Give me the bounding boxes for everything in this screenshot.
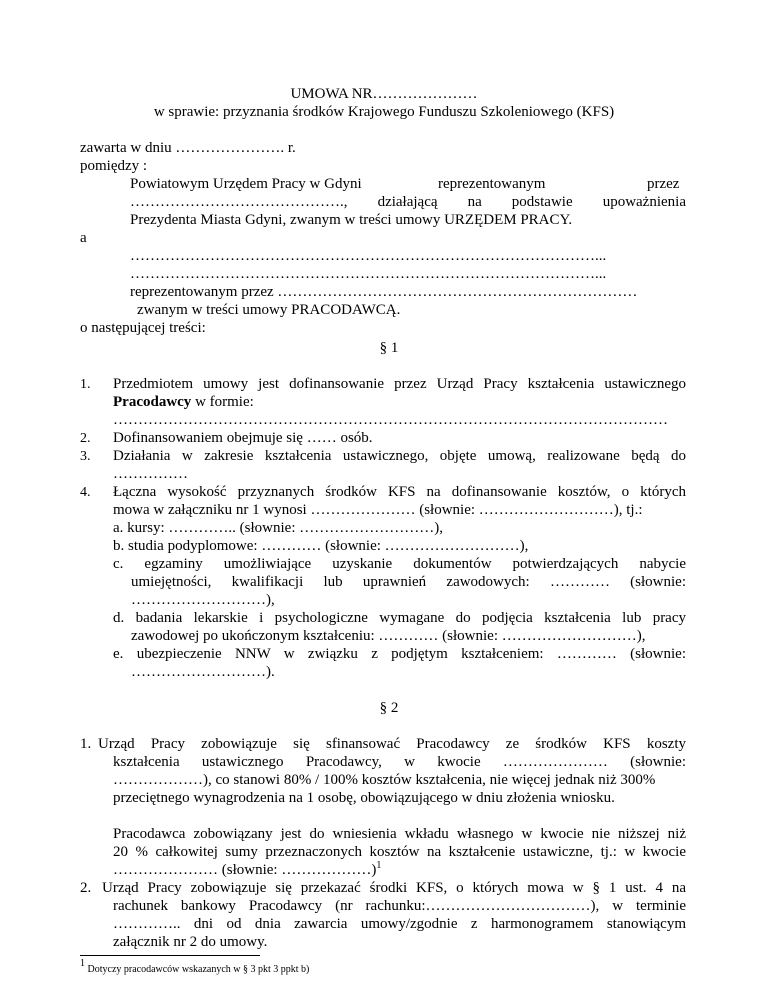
- footnote-reference: 1: [376, 860, 382, 871]
- item-1-line-1: Przedmiotem umowy jest dofinansowanie przez Urząd Pracy kształcenia ustawicznego: [113, 376, 686, 392]
- subitem-e-line-1: e. ubezpieczenie NNW w związku z podjętym kształceniem: ………… (słownie:: [113, 646, 686, 662]
- office-authorization-line: ……………………………………., działającą na podstawie upoważnienia: [130, 194, 686, 210]
- s2-item-2-line-4: załącznik nr 2 do umowy.: [113, 934, 268, 950]
- office-mayor-line: Prezydenta Miasta Gdyni, zwanym w treści umowy URZĘDEM PRACY.: [130, 212, 573, 228]
- s2-item-2-line-3: ………….. dni od dnia zawarcia umowy/zgodnie z harmonogramem stanowiącym: [113, 916, 686, 932]
- office-represented-word: reprezentowanym: [438, 176, 546, 192]
- document-title: UMOWA NR…………………: [290, 86, 478, 102]
- employer-name-blank-2: …………………………………………………………………………………...: [130, 266, 607, 282]
- item-2-line-1: Dofinansowaniem obejmuje się …… osób.: [113, 430, 373, 446]
- subitem-d-line-2: zawodowej po ukończonym kształceniu: ………… (słownie: ………………………),: [131, 628, 646, 644]
- s2-item-2-line-1: Urząd Pracy zobowiązuje się przekazać środki KFS, o których mowa w § 1 ust. 4 na: [102, 880, 686, 896]
- footnote: [80, 958, 310, 979]
- employer-called-line: zwanym w treści umowy PRACODAWCĄ.: [137, 302, 401, 318]
- footnote-separator: [80, 955, 260, 956]
- own-contribution-line-2: 20 % całkowitej sumy przeznaczonych kosztów na kształcenie ustawiczne, tj.: w kwocie: [113, 844, 686, 860]
- content-label: o następującej treści:: [80, 320, 206, 336]
- between-label: pomiędzy :: [80, 158, 148, 174]
- s2-item-1-line-2: kształcenia ustawicznego Pracodawcy, w kwocie ………………… (słownie:: [113, 754, 686, 770]
- employer-name-blank-1: …………………………………………………………………………………...: [130, 248, 607, 264]
- office-name: Powiatowym Urzędem Pracy w Gdyni: [130, 176, 362, 192]
- item-2-number: 2.: [80, 431, 91, 446]
- subitem-c-line-2: umiejętności, kwalifikacji lub uprawnień zawodowych: ………… (słownie:: [131, 574, 686, 590]
- own-contribution-line-1: Pracodawca zobowiązany jest do wniesienia wkładu własnego w kwocie nie niższej niż: [113, 826, 686, 842]
- subitem-c-line-3: ………………………),: [131, 592, 275, 608]
- footnote-mark: 1: [80, 958, 85, 969]
- subitem-e-line-2: ………………………).: [131, 664, 275, 680]
- concluded-date-line: zawarta w dniu …………………. r.: [80, 140, 296, 156]
- employer-represented-line: reprezentowanym przez ………………………………………………………………: [130, 284, 638, 300]
- item-3-line-1: Działania w zakresie kształcenia ustawicznego, objęte umową, realizowane będą do: [113, 448, 686, 464]
- employer-bold: Pracodawcy: [113, 394, 192, 410]
- document-subtitle: w sprawie: przyznania środków Krajowego Funduszu Szkoleniowego (KFS): [153, 104, 615, 120]
- and-label: a: [80, 230, 87, 246]
- item-1-number: 1.: [80, 377, 91, 392]
- item-1-line-2: [113, 394, 254, 412]
- s2-item-1-line-1: Urząd Pracy zobowiązuje się sfinansować Pracodawcy ze środków KFS koszty: [98, 736, 686, 752]
- footnote-text: Dotyczy pracodawców wskazanych w § 3 pkt 3 ppkt b): [87, 964, 310, 975]
- subitem-b: b. studia podyplomowe: ………… (słownie: ………………………),: [113, 538, 529, 554]
- own-contribution-line-3: [113, 862, 381, 880]
- s2-item-1-line-3: ………………), co stanowi 80% / 100% kosztów kształcenia, nie więcej jednak niż 300%: [113, 772, 656, 788]
- subitem-d-line-1: d. badania lekarskie i psychologiczne wymagane do podjęcia kształcenia lub pracy: [113, 610, 686, 626]
- section-2-heading: § 2: [379, 700, 399, 716]
- item-1-form-label: w formie:: [191, 394, 254, 410]
- s2-item-1-number: 1.: [80, 736, 92, 752]
- s2-item-2-number: 2.: [80, 880, 92, 896]
- item-4-line-1: Łączna wysokość przyznanych środków KFS na dofinansowanie kosztów, o których: [113, 484, 686, 500]
- own-contribution-amount: ………………… (słownie: ………………): [113, 862, 377, 878]
- section-1-heading: § 1: [379, 340, 399, 356]
- s2-item-1-line-4: przeciętnego wynagrodzenia na 1 osobę, obowiązującego w dniu złożenia wniosku.: [113, 790, 615, 806]
- item-4-line-2: mowa w załączniku nr 1 wynosi ………………… (słownie: ………………………), tj.:: [113, 502, 643, 518]
- s2-item-2-line-2: rachunek bankowy Pracodawcy (nr rachunku:……………………………), w terminie: [113, 898, 686, 914]
- item-3-number: 3.: [80, 449, 91, 464]
- item-1-blank-line: …………………………………………………………………………………………………: [113, 412, 668, 428]
- item-4-number: 4.: [80, 485, 91, 500]
- item-3-line-2: ……………: [113, 466, 188, 482]
- subitem-c-line-1: c. egzaminy umożliwiające uzyskanie dokumentów potwierdzających nabycie: [113, 556, 686, 572]
- office-by-word: przez: [647, 176, 680, 192]
- subitem-a: a. kursy: ………….. (słownie: ………………………),: [113, 520, 443, 536]
